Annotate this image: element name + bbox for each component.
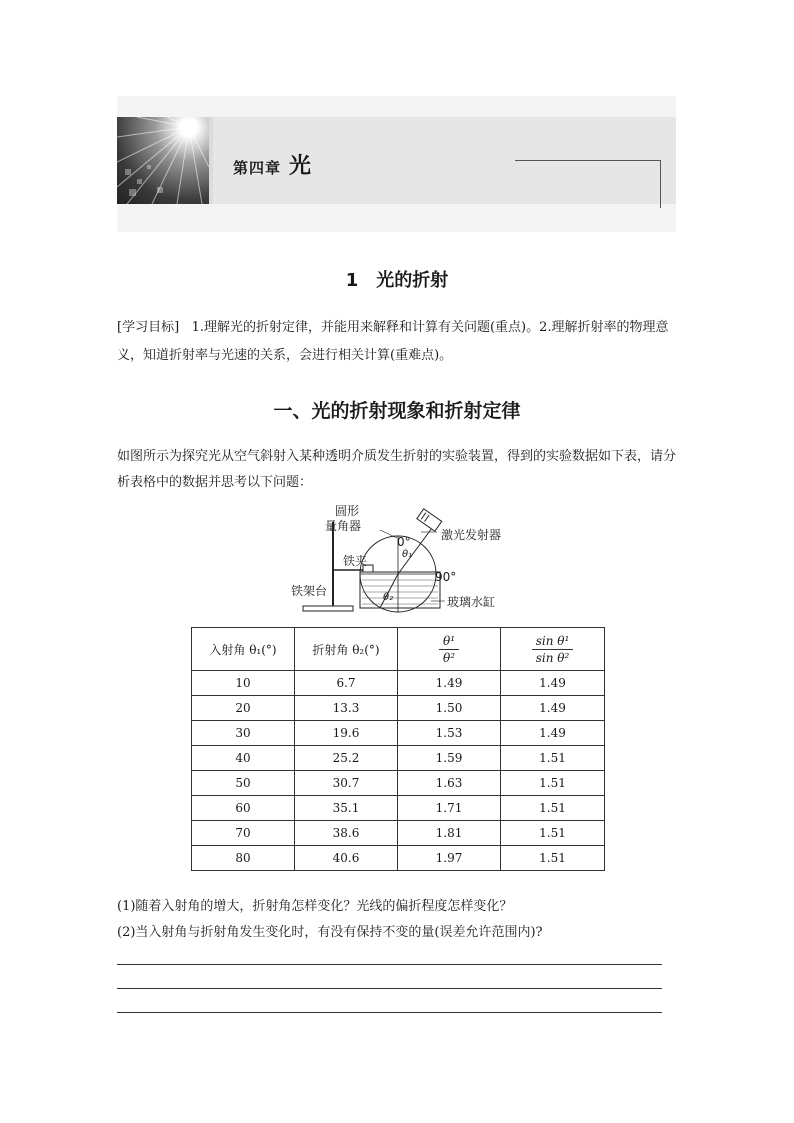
cell-angle-ratio: 1.63 bbox=[398, 771, 501, 796]
cell-angle-ratio: 1.97 bbox=[398, 846, 501, 871]
question-1: (1)随着入射角的增大，折射角怎样变化？光线的偏折程度怎样变化？ bbox=[117, 899, 513, 914]
cell-incident: 20 bbox=[192, 696, 295, 721]
sine-numerator: sin θ¹ bbox=[532, 634, 574, 650]
cell-refraction: 19.6 bbox=[295, 721, 398, 746]
cell-refraction: 13.3 bbox=[295, 696, 398, 721]
question-2: (2)当入射角与折射角发生变化时，有没有保持不变的量(误差允许范围内)? bbox=[117, 925, 543, 940]
cell-incident: 40 bbox=[192, 746, 295, 771]
table-row bbox=[192, 796, 605, 821]
header-angle-ratio bbox=[398, 628, 501, 671]
chapter-number: 第四章 bbox=[233, 159, 282, 177]
goal-tag: [学习目标] bbox=[117, 320, 180, 335]
banner-frame bbox=[515, 160, 661, 208]
cell-sine-ratio: 1.49 bbox=[501, 671, 605, 696]
banner-image bbox=[117, 117, 209, 204]
label-round: 圆形 bbox=[335, 504, 360, 518]
cell-incident: 60 bbox=[192, 796, 295, 821]
cell-angle-ratio: 1.71 bbox=[398, 796, 501, 821]
table-row bbox=[192, 846, 605, 871]
cell-sine-ratio: 1.49 bbox=[501, 696, 605, 721]
table-row bbox=[192, 821, 605, 846]
cell-sine-ratio: 1.51 bbox=[501, 746, 605, 771]
cell-refraction: 30.7 bbox=[295, 771, 398, 796]
label-90deg: 90° bbox=[435, 570, 457, 584]
label-laser: 激光发射器 bbox=[441, 528, 502, 542]
table-row bbox=[192, 771, 605, 796]
label-0deg: 0° bbox=[397, 535, 411, 549]
chapter-word: 光 bbox=[289, 154, 312, 179]
cell-incident: 80 bbox=[192, 846, 295, 871]
answer-line[interactable] bbox=[117, 964, 662, 965]
header-sine-ratio bbox=[501, 628, 605, 671]
table-row bbox=[192, 671, 605, 696]
cell-refraction: 38.6 bbox=[295, 821, 398, 846]
intro-paragraph: 如图所示为探究光从空气斜射入某种透明介质发生折射的实验装置，得到的实验数据如下表，请分析表格中的数据并思考以下问题： bbox=[117, 449, 677, 490]
part-title: 一、光的折射现象和折射定律 bbox=[273, 400, 521, 422]
table-header-row bbox=[192, 628, 605, 671]
cell-sine-ratio: 1.51 bbox=[501, 771, 605, 796]
label-tank: 玻璃水缸 bbox=[447, 595, 496, 609]
cell-incident: 10 bbox=[192, 671, 295, 696]
cell-angle-ratio: 1.50 bbox=[398, 696, 501, 721]
header-refraction-angle: 折射角 θ₂(°) bbox=[295, 628, 398, 671]
label-clamp: 铁夹 bbox=[343, 554, 368, 568]
chapter-heading bbox=[233, 149, 311, 180]
label-theta2: θ₂ bbox=[383, 592, 394, 603]
sine-denominator: sin θ² bbox=[535, 650, 570, 665]
label-theta1: θ₁ bbox=[402, 549, 413, 560]
header-incident-angle: 入射角 θ₁(°) bbox=[192, 628, 295, 671]
table-row bbox=[192, 696, 605, 721]
cell-angle-ratio: 1.53 bbox=[398, 721, 501, 746]
cell-angle-ratio: 1.49 bbox=[398, 671, 501, 696]
section-title: 1 光的折射 bbox=[345, 270, 449, 291]
chapter-banner bbox=[117, 96, 676, 232]
data-table bbox=[191, 627, 605, 871]
cell-refraction: 35.1 bbox=[295, 796, 398, 821]
cell-incident: 50 bbox=[192, 771, 295, 796]
cell-angle-ratio: 1.59 bbox=[398, 746, 501, 771]
cell-incident: 70 bbox=[192, 821, 295, 846]
answer-line[interactable] bbox=[117, 988, 662, 989]
ratio-numerator: θ¹ bbox=[439, 634, 459, 650]
table-row bbox=[192, 746, 605, 771]
cell-sine-ratio: 1.51 bbox=[501, 821, 605, 846]
cell-sine-ratio: 1.51 bbox=[501, 796, 605, 821]
cell-angle-ratio: 1.81 bbox=[398, 821, 501, 846]
learning-goals bbox=[117, 314, 679, 370]
cell-sine-ratio: 1.51 bbox=[501, 846, 605, 871]
label-stand: 铁架台 bbox=[291, 584, 328, 598]
experiment-figure bbox=[285, 502, 515, 620]
cell-refraction: 40.6 bbox=[295, 846, 398, 871]
cell-refraction: 6.7 bbox=[295, 671, 398, 696]
cell-sine-ratio: 1.49 bbox=[501, 721, 605, 746]
table-row bbox=[192, 721, 605, 746]
label-protractor: 量角器 bbox=[325, 519, 362, 533]
ratio-denominator: θ² bbox=[442, 650, 456, 665]
cell-refraction: 25.2 bbox=[295, 746, 398, 771]
goal-text: 1.理解光的折射定律，并能用来解释和计算有关问题(重点)。2.理解折射率的物理意义，知道折射率与光速的关系，会进行相关计算(重难点)。 bbox=[117, 320, 669, 363]
cell-incident: 30 bbox=[192, 721, 295, 746]
answer-line[interactable] bbox=[117, 1012, 662, 1013]
